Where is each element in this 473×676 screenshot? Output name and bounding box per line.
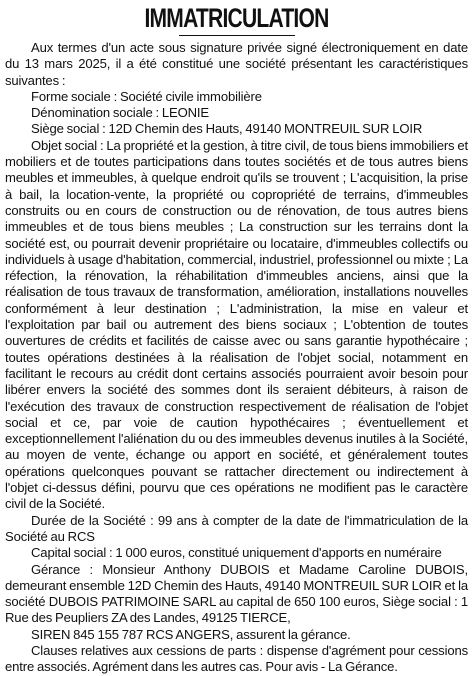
- notice-intro-paragraph: Aux termes d'un acte sous signature privée signé électroniquement en date du 13 mars 2025, il a été constitué une société présentant les caractéristiques suivantes :: [5, 40, 468, 88]
- duration-paragraph: Durée de la Société : 99 ans à compter de la date de l'immatriculation de la Société au RCS: [5, 512, 468, 544]
- title-divider: [179, 35, 295, 36]
- notice-title: IMMATRICULATION: [144, 3, 329, 33]
- management-paragraph: Gérance : Monsieur Anthony DUBOIS et Madame Caroline DUBOIS, demeurant ensemble 12D Chemin des Hauts, 49140 MONTREUIL SUR LOIR et la société DUBOIS PATRIMOINE SARL au capital de 650 100 euros, Siège social : 1 Rue des Peupliers ZA des Landes, 49125 TIERCE,: [5, 561, 468, 626]
- corporate-purpose-paragraph: Objet social : La propriété et la gestion, à titre civil, de tous biens immobiliers et mobiliers et de toutes participations dans toutes sociétés et de tous autres biens meubles et immeubles, à quelque endroit qu'ils se trouvent ; L'acquisition, la prise à bail, la location-vente, la propriété ou copropriété de terrains, d'immeubles construits ou en cours de construction ou de rénovation, de tous autres biens immeubles et de tous biens meubles ; La construction sur les terrains dont la société est, ou pourrait devenir propriétaire ou locataire, d'immeubles collectifs ou individuels à usage d'habitation, commercial, industriel, professionnel ou mixte ; La réfection, la rénovation, la réhabilitation d'immeubles anciens, ainsi que la réalisation de tous travaux de transformation, amélioration, installations nouvelles conformément à leur destination ; L'administration, la mise en valeur et l'exploitation par bail ou autrement des biens sociaux ; L'obtention de toutes ouvertures de crédits et facilités de caisse avec ou sans garantie hypothécaire ; toutes opérations destinées à la réalisation de l'objet social, notamment en facilitant le recours au crédit dont certains associés pourraient avoir besoin pour libérer envers la société des sommes dont ils seraient débiteurs, à raison de l'exécution des travaux de construction respectivement de réalisation de l'objet social et ce, par voie de caution hypothécaires ; éventuellement et exceptionnellement l'aliénation du ou des immeubles devenus inutiles à la Société, au moyen de vente, échange ou apport en société, et généralement toutes opérations quelconques pouvant se rattacher directement ou indirectement à l'objet ci-dessus défini, pourvu que ces opérations ne modifient pas le caractère civil de la Société.: [5, 137, 468, 512]
- legal-form-paragraph: Forme sociale : Société civile immobilière: [31, 88, 262, 104]
- share-capital-paragraph: Capital social : 1 000 euros, constitué uniquement d'apports en numéraire: [31, 545, 442, 561]
- share-transfer-clauses-paragraph: Clauses relatives aux cessions de parts : dispense d'agrément pour cessions entre associés. Agrément dans les autres cas. Pour avis - La Gérance.: [5, 642, 468, 675]
- siren-paragraph: SIREN 845 155 787 RCS ANGERS, assurent la gérance.: [31, 626, 351, 642]
- registered-office-paragraph: Siège social : 12D Chemin des Hauts, 49140 MONTREUIL SUR LOIR: [31, 121, 423, 137]
- company-name-paragraph: Dénomination sociale : LEONIE: [31, 105, 209, 121]
